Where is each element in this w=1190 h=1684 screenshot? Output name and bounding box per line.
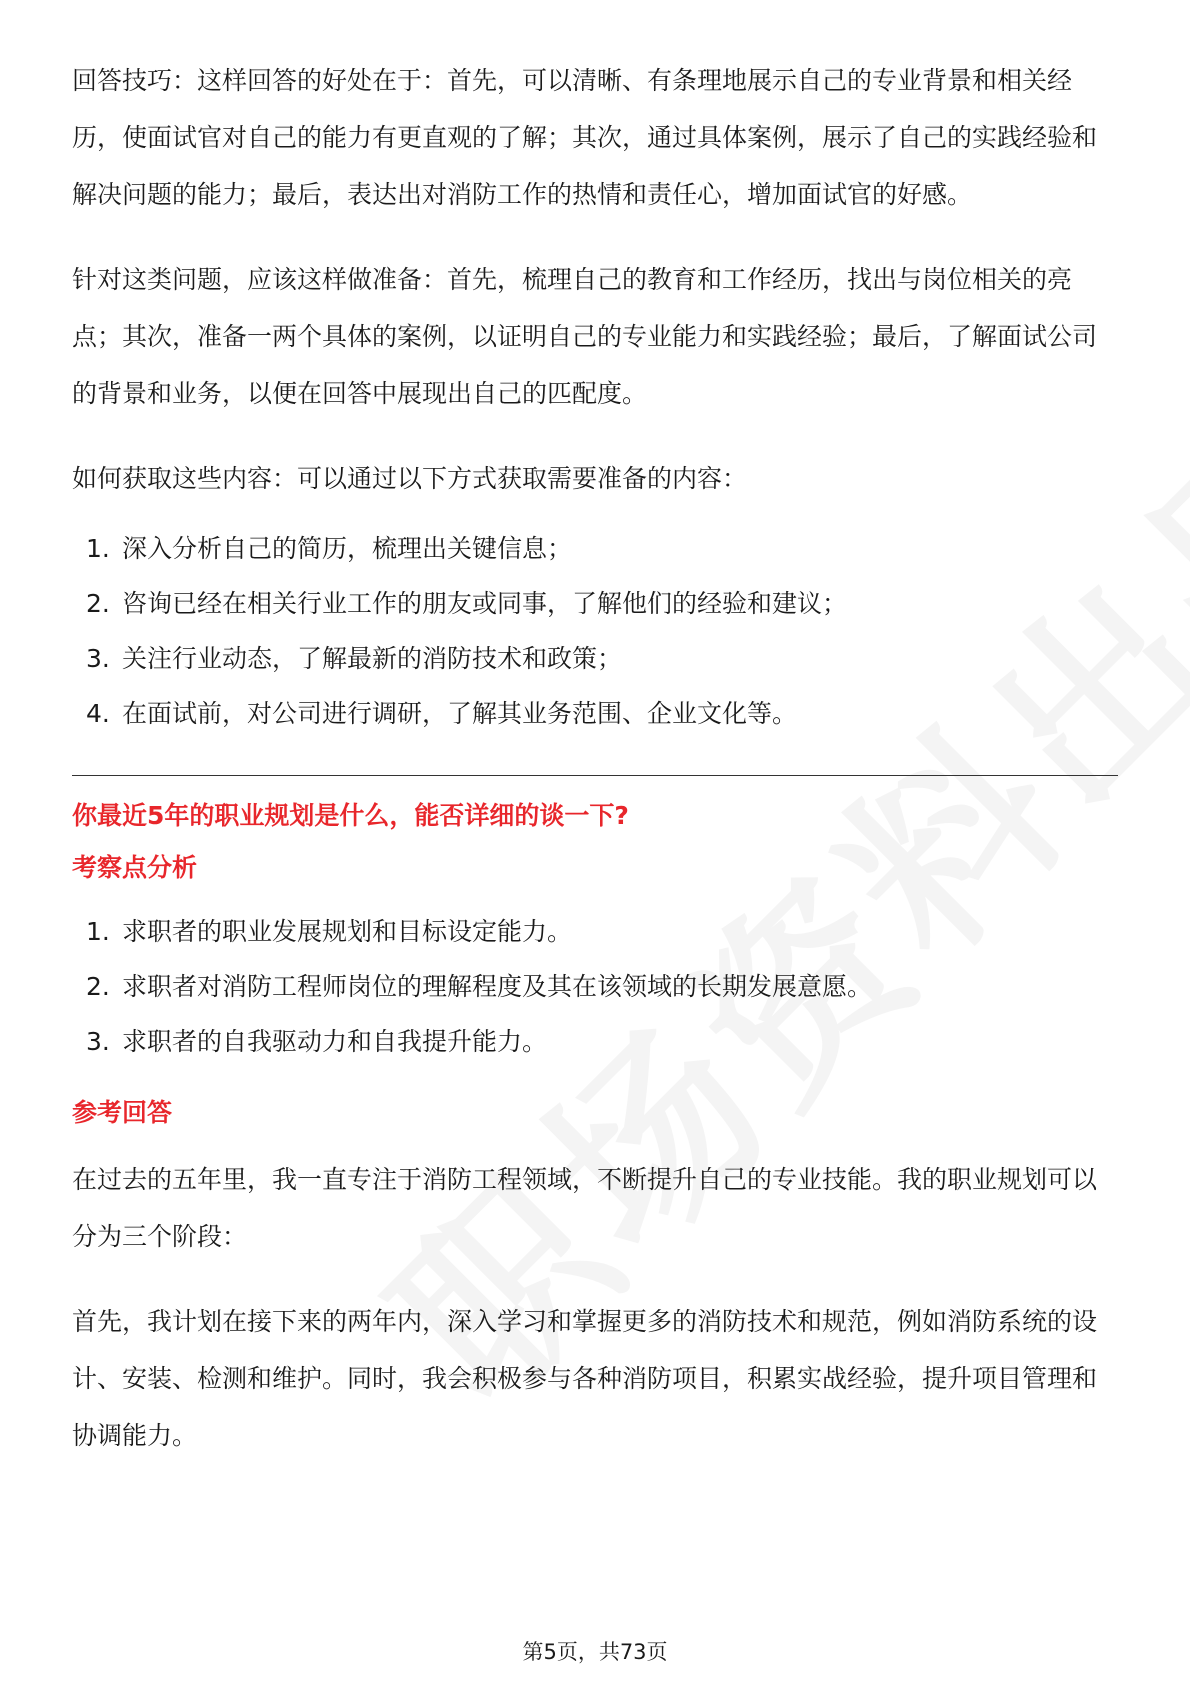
analysis-title: 考察点分析: [72, 853, 198, 882]
list-item-number: 3.: [86, 644, 110, 673]
list-item: [72, 1014, 1118, 1069]
list-item-text: 在面试前，对公司进行调研，了解其业务范围、企业文化等。: [122, 699, 798, 728]
preparation-paragraph: 针对这类问题，应该这样做准备：首先，梳理自己的教育和工作经历，找出与岗位相关的亮点；其次，准备一两个具体的案例，以证明自己的专业能力和实践经验；最后，了解面试公司的背景和业务，以便在回答中展现出自己的匹配度。: [72, 265, 1098, 408]
answer-tips-paragraph: 回答技巧：这样回答的好处在于：首先，可以清晰、有条理地展示自己的专业背景和相关经历，使面试官对自己的能力有更直观的了解；其次，通过具体案例，展示了自己的实践经验和解决问题的能力；最后，表达出对消防工作的热情和责任心，增加面试官的好感。: [72, 66, 1098, 209]
answer-paragraph: 首先，我计划在接下来的两年内，深入学习和掌握更多的消防技术和规范，例如消防系统的设计、安装、检测和维护。同时，我会积极参与各种消防项目，积累实战经验，提升项目管理和协调能力。: [72, 1307, 1098, 1450]
list-item-text: 求职者对消防工程师岗位的理解程度及其在该领域的长期发展意愿。: [122, 972, 873, 1001]
list-item: [72, 959, 1118, 1014]
list-item-number: 3.: [86, 1027, 110, 1056]
list-item-number: 2.: [86, 589, 110, 618]
list-item: [72, 576, 1118, 631]
list-item-number: 1.: [86, 917, 110, 946]
list-item-text: 咨询已经在相关行业工作的朋友或同事，了解他们的经验和建议；: [122, 589, 848, 618]
section-divider: [72, 775, 1118, 776]
reference-answer-title: 参考回答: [72, 1098, 173, 1127]
list-item: [72, 686, 1118, 741]
analysis-list: [72, 904, 1118, 1069]
document-page: [72, 52, 1118, 1464]
how-to-obtain-paragraph: 如何获取这些内容：可以通过以下方式获取需要准备的内容：: [72, 464, 748, 493]
list-item-number: 2.: [86, 972, 110, 1001]
list-item: [72, 904, 1118, 959]
list-item-text: 深入分析自己的简历，梳理出关键信息；: [122, 534, 573, 563]
list-item-text: 关注行业动态，了解最新的消防技术和政策；: [122, 644, 623, 673]
list-item: [72, 631, 1118, 686]
list-item-text: 求职者的职业发展规划和目标设定能力。: [122, 917, 573, 946]
list-item: [72, 521, 1118, 576]
page-number-footer: 第5页，共73页: [522, 1640, 668, 1664]
question-heading: 你最近5年的职业规划是什么，能否详细的谈一下?: [72, 801, 629, 830]
list-item-text: 求职者的自我驱动力和自我提升能力。: [122, 1027, 548, 1056]
list-item-number: 1.: [86, 534, 110, 563]
prep-list: [72, 521, 1118, 741]
answer-paragraph: 在过去的五年里，我一直专注于消防工程领域，不断提升自己的专业技能。我的职业规划可以分为三个阶段：: [72, 1165, 1098, 1251]
list-item-number: 4.: [86, 699, 110, 728]
